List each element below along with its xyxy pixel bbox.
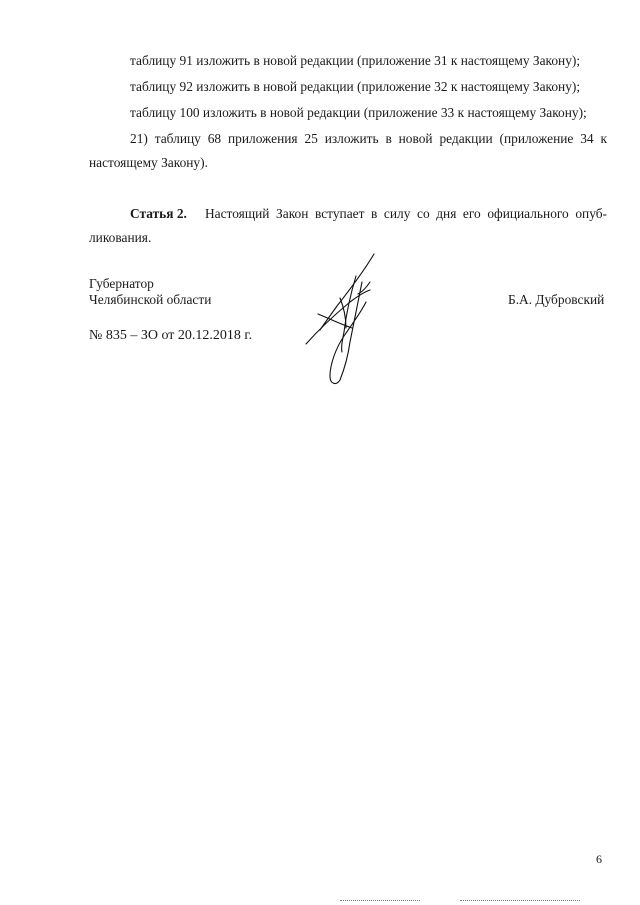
signatory-title-line-1: Губернатор — [89, 276, 154, 291]
article-text-line-2: ликования. — [89, 230, 152, 245]
scan-artifact-dots — [340, 900, 420, 902]
article-label: Статья 2. — [130, 206, 187, 221]
paragraph-item-21: 21) таблицу 68 приложения 25 изложить в новой редакции (приложение 34 к — [130, 131, 607, 146]
paragraph-item-21-continuation: настоящему Закону). — [89, 155, 208, 170]
paragraph-table-92: таблицу 92 изложить в новой редакции (приложение 32 к настоящему Закону); — [130, 79, 581, 94]
paragraph-table-100: таблицу 100 изложить в новой редакции (приложение 33 к настоящему Закону); — [130, 105, 587, 120]
page-number: 6 — [596, 852, 602, 866]
signatory-title-line-2: Челябинской области — [89, 292, 212, 307]
scan-artifact-dots-2 — [460, 900, 580, 902]
law-number-date: № 835 – ЗО от 20.12.2018 г. — [89, 328, 253, 343]
handwritten-signature — [300, 252, 386, 392]
signatory-name: Б.А. Дубровский — [508, 292, 605, 307]
article-text-line-1: Настоящий Закон вступает в силу со дня его официального опуб- — [205, 206, 607, 221]
paragraph-table-91: таблицу 91 изложить в новой редакции (приложение 31 к настоящему Закону); — [130, 53, 581, 68]
